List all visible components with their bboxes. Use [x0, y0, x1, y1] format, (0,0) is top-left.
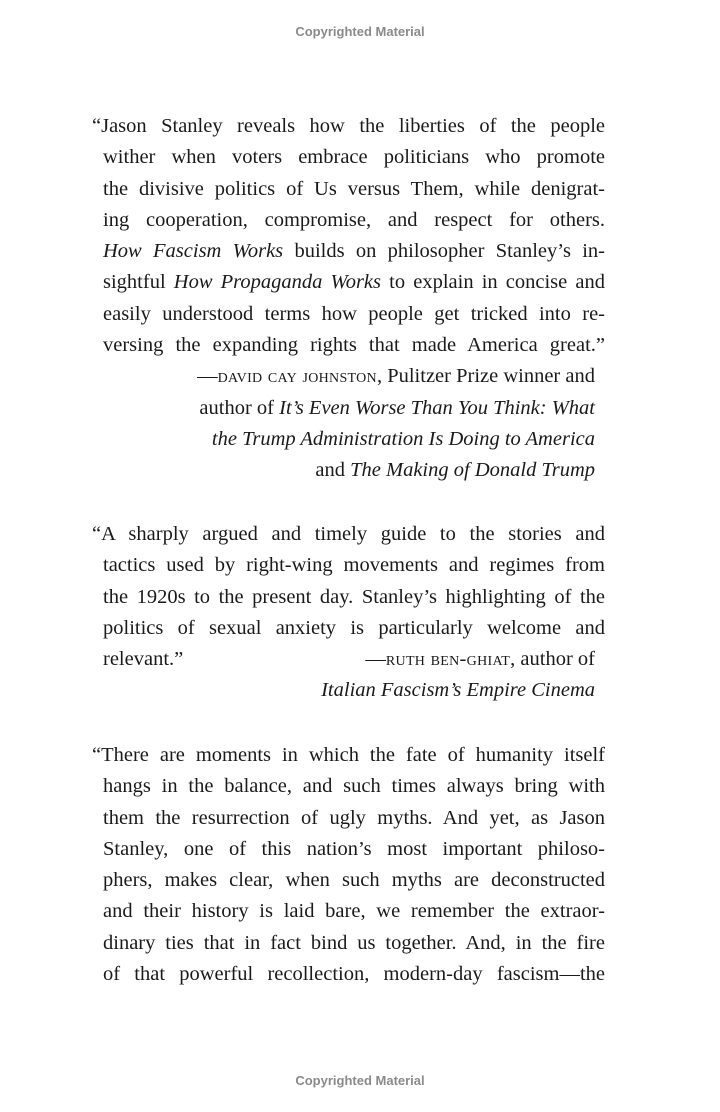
- attribution: [92, 675, 605, 706]
- quote-line: “A sharply argued and timely guide to the stories and: [92, 523, 605, 545]
- quote-line: dinary ties that in fact bind us together. And, in the fire: [103, 931, 605, 954]
- quote-line: “Jason Stanley reveals how the liberties of the people: [92, 115, 605, 137]
- praise-quote-ben-ghiat: [92, 519, 605, 707]
- attribution-dash: —: [365, 648, 386, 671]
- quote-line: easily understood terms how people get tricked into re-: [103, 302, 605, 325]
- quote-line: of that powerful recollection, modern-day fascism—the: [103, 963, 605, 986]
- quote-line: wither when voters embrace politicians who promote: [103, 146, 605, 169]
- attribution-name: ruth ben-ghiat: [385, 648, 511, 671]
- book-title: How Propaganda Works: [173, 271, 382, 294]
- praise-quote-johnston: [92, 111, 605, 487]
- quote-line: ing cooperation, compromise, and respect for others.: [103, 208, 605, 231]
- attribution: [92, 393, 605, 424]
- attribution: [92, 361, 605, 392]
- quote-line: [92, 267, 605, 298]
- copyright-watermark-top: Copyrighted Material: [295, 24, 425, 39]
- quote-text: relevant.”: [103, 648, 184, 671]
- quote-text: builds on philosopher Stanley’s in-: [283, 240, 605, 263]
- quote-line: and their history is laid bare, we remember the extraor-: [103, 900, 605, 923]
- quote-line: politics of sexual anxiety is particularly welcome and: [103, 616, 605, 639]
- quote-line: [92, 644, 605, 675]
- attribution: [92, 455, 605, 486]
- quote-text: sightful: [103, 271, 174, 294]
- book-title: It’s Even Worse Than You Think: What: [279, 396, 595, 419]
- praise-quote-third: [92, 740, 605, 990]
- book-title: How Fascism Works: [103, 240, 284, 263]
- attribution-text: , author of: [510, 648, 595, 671]
- attribution-text: and: [315, 459, 351, 482]
- attribution: [365, 644, 595, 675]
- quote-text: to explain in concise and: [381, 271, 605, 294]
- quote-line: them the resurrection of ugly myths. And yet, as Jason: [103, 806, 605, 829]
- attribution-name: david cay johnston: [217, 365, 377, 388]
- attribution-text: , Pulitzer Prize winner and: [376, 365, 595, 388]
- quote-line: the 1920s to the present day. Stanley’s highlighting of the: [103, 585, 605, 608]
- quote-line: [92, 236, 605, 267]
- attribution-text: author of: [199, 396, 280, 419]
- quote-line: hangs in the balance, and such times always bring with: [103, 775, 605, 798]
- quote-line: “There are moments in which the fate of humanity itself: [92, 744, 605, 766]
- book-title: Italian Fascism’s Empire Cinema: [321, 679, 595, 702]
- book-title: the Trump Administration Is Doing to America: [211, 427, 595, 450]
- book-title: The Making of Donald Trump: [350, 459, 595, 482]
- attribution-dash: —: [197, 365, 218, 388]
- quote-line: tactics used by right-wing movements and regimes from: [103, 554, 605, 577]
- quote-line: phers, makes clear, when such myths are deconstructed: [103, 869, 605, 892]
- quote-line: Stanley, one of this nation’s most important philoso-: [103, 837, 605, 860]
- quote-line: the divisive politics of Us versus Them, while denigrat-: [103, 177, 605, 200]
- quote-line: versing the expanding rights that made America great.”: [103, 334, 605, 357]
- copyright-watermark-bottom: Copyrighted Material: [295, 1073, 425, 1088]
- attribution: [92, 424, 605, 455]
